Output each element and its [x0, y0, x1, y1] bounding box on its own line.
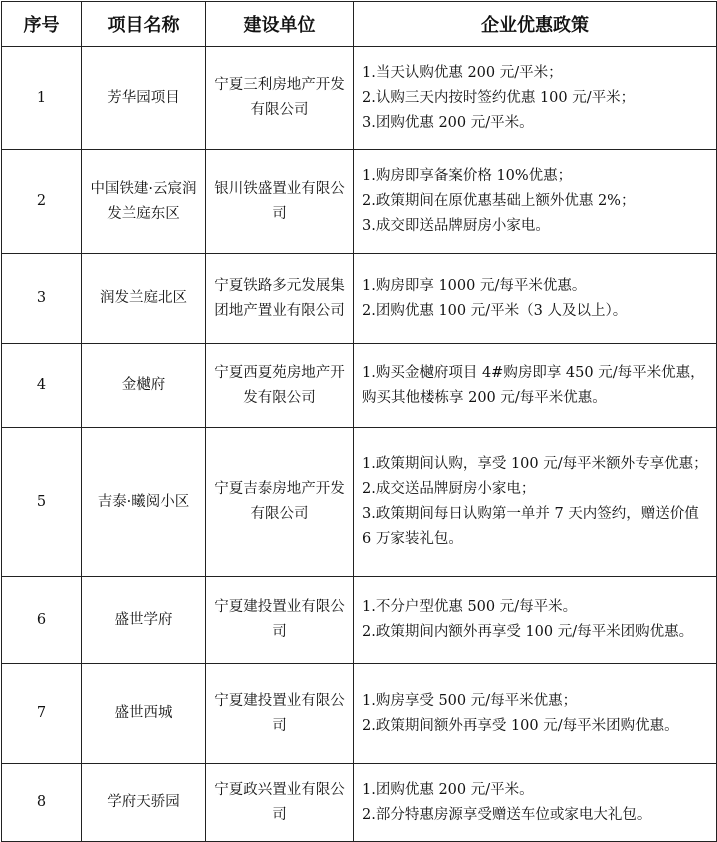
table-row — [2, 577, 717, 664]
cell-seq: 2 — [2, 150, 82, 254]
cell-seq: 1 — [2, 47, 82, 150]
cell-developer: 宁夏政兴置业有限公司 — [206, 764, 354, 842]
table-row — [2, 428, 717, 577]
cell-developer: 宁夏铁路多元发展集团地产置业有限公司 — [206, 254, 354, 344]
policy-line: 2.成交送品牌厨房小家电； — [362, 481, 536, 497]
cell-project-name: 吉泰·曦阅小区 — [82, 428, 206, 577]
cell-policy — [354, 344, 717, 428]
cell-project-name: 中国铁建·云宸润发兰庭东区 — [82, 150, 206, 254]
policy-line: 2.政策期间内额外再享受 100 元/每平米团购优惠。 — [362, 624, 694, 640]
cell-developer: 宁夏建投置业有限公司 — [206, 664, 354, 764]
cell-project-name: 盛世学府 — [82, 577, 206, 664]
cell-developer: 宁夏吉泰房地产开发有限公司 — [206, 428, 354, 577]
cell-project-name: 学府天骄园 — [82, 764, 206, 842]
cell-developer: 宁夏建投置业有限公司 — [206, 577, 354, 664]
policy-line: 2.团购优惠 100 元/平米（3 人及以上）。 — [362, 302, 628, 319]
table-row — [2, 47, 717, 150]
policy-line: 2.政策期间在原优惠基础上额外优惠 2%； — [362, 193, 636, 209]
table-row — [2, 150, 717, 254]
table-row — [2, 344, 717, 428]
cell-seq: 3 — [2, 254, 82, 344]
cell-policy — [354, 428, 717, 577]
policy-line: 1.政策期间认购，享受 100 元/每平米额外专享优惠； — [362, 456, 708, 472]
cell-seq: 4 — [2, 344, 82, 428]
cell-policy — [354, 150, 717, 254]
policy-line: 1.不分户型优惠 500 元/每平米。 — [362, 599, 578, 615]
policy-table — [1, 1, 717, 842]
table-row — [2, 254, 717, 344]
cell-policy — [354, 47, 717, 150]
policy-line: 1.购买金樾府项目 4#购房即享 450 元/每平米优惠，购买其他楼栋享 200 元/每平米优惠。 — [362, 364, 705, 406]
cell-developer: 银川铁盛置业有限公司 — [206, 150, 354, 254]
policy-line: 3.政策期间每日认购第一单并 7 天内签约，赠送价值 6 万家装礼包。 — [362, 506, 699, 547]
policy-line: 3.团购优惠 200 元/平米。 — [362, 114, 534, 131]
policy-line: 3.成交即送品牌厨房小家电。 — [362, 218, 550, 234]
policy-line: 2.部分特惠房源享受赠送车位或家电大礼包。 — [362, 806, 652, 823]
cell-project-name: 盛世西城 — [82, 664, 206, 764]
policy-line: 2.政策期间额外再享受 100 元/每平米团购优惠。 — [362, 717, 679, 734]
cell-seq: 8 — [2, 764, 82, 842]
header-project: 项目名称 — [82, 2, 206, 47]
policy-line: 1.购房即享备案价格 10%优惠； — [362, 168, 573, 184]
cell-policy — [354, 577, 717, 664]
policy-line: 1.购房即享 1000 元/每平米优惠。 — [362, 277, 587, 294]
header-seq: 序号 — [2, 2, 82, 47]
cell-developer: 宁夏西夏苑房地产开发有限公司 — [206, 344, 354, 428]
policy-line: 2.认购三天内按时签约优惠 100 元/平米； — [362, 89, 636, 106]
cell-policy — [354, 254, 717, 344]
header-policy: 企业优惠政策 — [354, 2, 717, 47]
cell-seq: 7 — [2, 664, 82, 764]
table-row — [2, 764, 717, 842]
policy-line: 1.团购优惠 200 元/平米。 — [362, 781, 534, 798]
header-developer: 建设单位 — [206, 2, 354, 47]
cell-policy — [354, 664, 717, 764]
cell-developer: 宁夏三利房地产开发有限公司 — [206, 47, 354, 150]
policy-line: 1.购房享受 500 元/每平米优惠； — [362, 692, 578, 709]
header-row — [2, 2, 717, 47]
cell-seq: 6 — [2, 577, 82, 664]
cell-seq: 5 — [2, 428, 82, 577]
cell-project-name: 金樾府 — [82, 344, 206, 428]
table-row — [2, 664, 717, 764]
policy-line: 1.当天认购优惠 200 元/平米； — [362, 64, 563, 81]
cell-project-name: 润发兰庭北区 — [82, 254, 206, 344]
cell-project-name: 芳华园项目 — [82, 47, 206, 150]
cell-policy — [354, 764, 717, 842]
